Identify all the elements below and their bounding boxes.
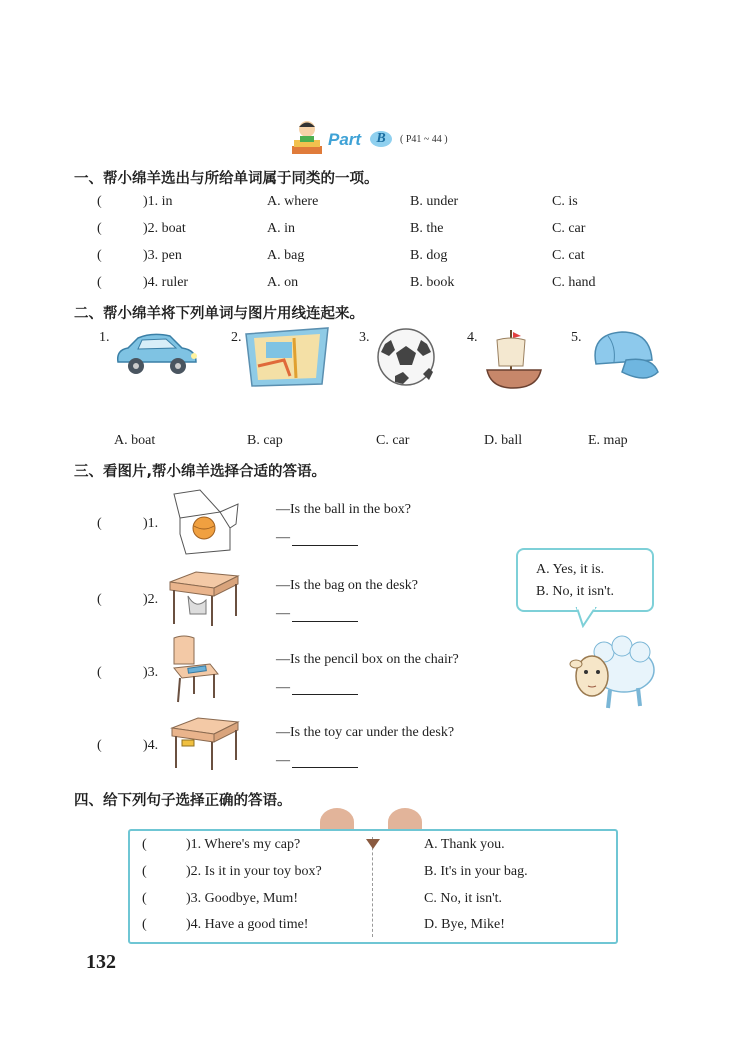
match-choice: A. boat [114,433,156,448]
picture-number: 4. [467,330,478,345]
question-word: )2. boat [143,221,186,236]
animal-nose-icon [364,837,382,853]
answer-paren: ( [142,917,147,932]
answer-paren: ( [97,275,102,290]
question-text: —Is the ball in the box? [276,502,411,517]
page-range: ( P41 ~ 44 ) [400,134,448,145]
item-number: )1. [143,516,159,531]
answer-blank [292,767,358,768]
picture-number: 3. [359,330,370,345]
section4-box [128,829,618,944]
answer-blank [292,545,358,546]
boat-picture [483,326,545,392]
question-sentence: )4. Have a good time! [186,917,309,932]
bubble-tail [575,606,599,628]
answer-blank [292,621,358,622]
answer-option: D. Bye, Mike! [424,917,505,932]
answer-paren: ( [142,864,147,879]
section3-title: 三、看图片,帮小绵羊选择合适的答语。 [74,464,327,480]
item-number: )3. [143,665,159,680]
part-header [288,118,488,158]
page-number: 132 [86,951,116,973]
option-c: C. cat [552,248,585,263]
section4-title: 四、给下列句子选择正确的答语。 [74,793,292,809]
sheep-icon [566,630,662,716]
section2-title: 二、帮小绵羊将下列单词与图片用线连起来。 [74,306,364,322]
answer-blank [292,694,358,695]
answer-paren: ( [97,221,102,236]
part-letter-badge: B [370,131,392,147]
answer-option: B. It's in your bag. [424,864,528,879]
answer-option: C. No, it isn't. [424,891,502,906]
item-number: )2. [143,592,159,607]
option-a: A. where [267,194,319,209]
match-choice: B. cap [247,433,283,448]
question-word: )3. pen [143,248,182,263]
question-word: )1. in [143,194,173,209]
part-label: Part [328,130,362,149]
answer-paren: ( [97,516,102,531]
option-a: A. on [267,275,299,290]
answer-paren: ( [97,738,102,753]
toy-car-under-desk-picture [168,712,240,772]
answer-paren: ( [97,665,102,680]
option-c: C. is [552,194,578,209]
match-choice: E. map [588,433,628,448]
option-b: B. under [410,194,459,209]
answer-options-bubble [516,548,654,612]
pencil-box-on-chair-picture [170,634,222,704]
match-choice: C. car [376,433,410,448]
bubble-option: A. Yes, it is. [536,562,605,577]
answer-dash: — [276,530,290,545]
item-number: )4. [143,738,159,753]
answer-paren: ( [97,592,102,607]
section1-row [0,221,739,241]
match-choice: D. ball [484,433,523,448]
ball-picture [375,326,437,388]
cap-picture [586,326,660,386]
option-c: C. car [552,221,586,236]
question-sentence: )3. Goodbye, Mum! [186,891,298,906]
section1-row [0,248,739,268]
bag-on-desk-picture [166,566,240,628]
option-b: B. book [410,275,455,290]
question-text: —Is the bag on the desk? [276,578,418,593]
answer-paren: ( [142,837,147,852]
picture-number: 5. [571,330,582,345]
ball-in-box-picture [170,488,242,556]
answer-dash: — [276,606,290,621]
picture-number: 1. [99,330,110,345]
question-sentence: )1. Where's my cap? [186,837,301,852]
map-picture [244,326,330,388]
answer-option: A. Thank you. [424,837,505,852]
option-c: C. hand [552,275,596,290]
option-b: B. dog [410,248,448,263]
answer-dash: — [276,753,290,768]
option-a: A. bag [267,248,305,263]
question-text: —Is the pencil box on the chair? [276,652,459,667]
question-sentence: )2. Is it in your toy box? [186,864,322,879]
answer-paren: ( [97,194,102,209]
answer-dash: — [276,680,290,695]
answer-paren: ( [142,891,147,906]
section1-title: 一、帮小绵羊选出与所给单词属于同类的一项。 [74,171,379,187]
option-a: A. in [267,221,295,236]
bubble-option: B. No, it isn't. [536,584,614,599]
car-picture [112,328,200,380]
boy-reading-icon [288,118,326,158]
answer-paren: ( [97,248,102,263]
question-word: )4. ruler [143,275,189,290]
question-text: —Is the toy car under the desk? [276,725,455,740]
option-b: B. the [410,221,444,236]
section1-row [0,275,739,295]
section1-row [0,194,739,214]
picture-number: 2. [231,330,242,345]
